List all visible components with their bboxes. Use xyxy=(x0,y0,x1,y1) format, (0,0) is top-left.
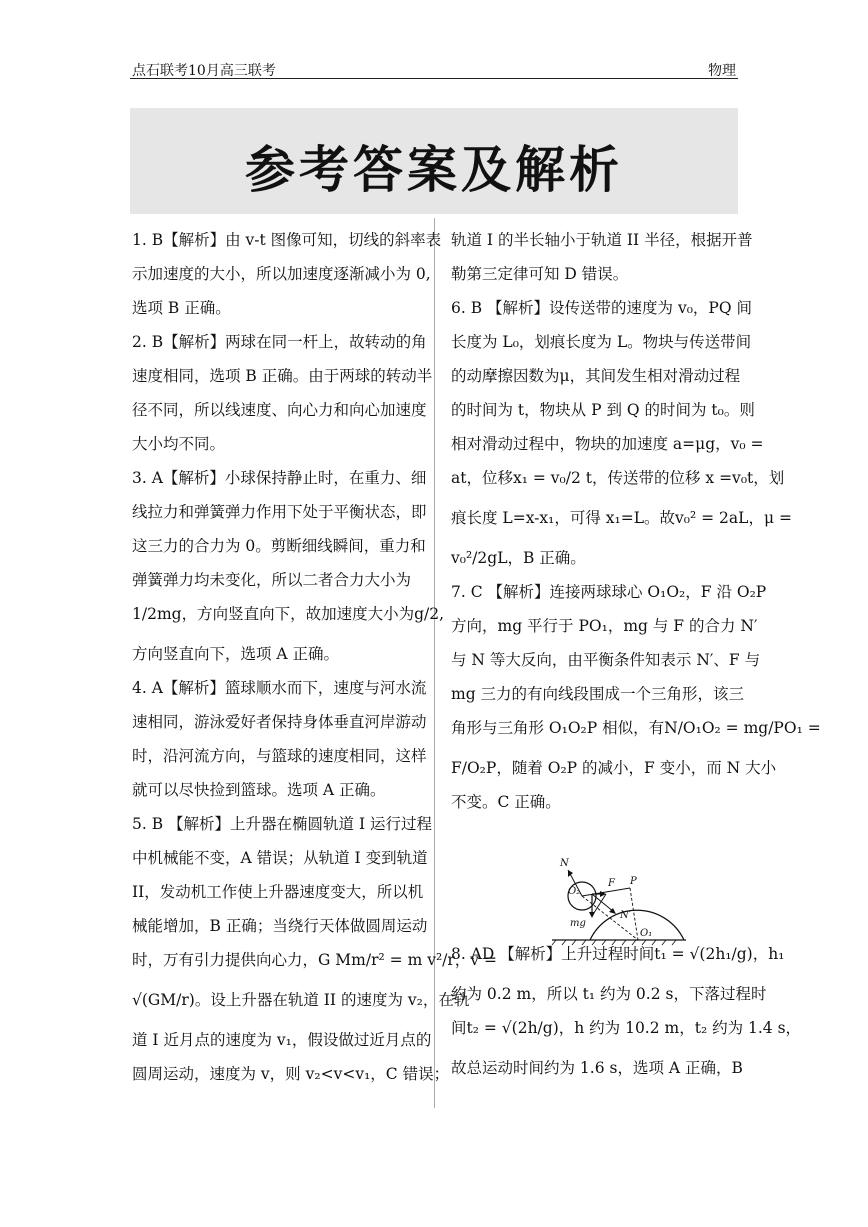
label-mg: mg xyxy=(570,918,586,929)
text-line: 角形与三角形 O₁O₂P 相似，有N/O₁O₂ = mg/PO₁ = xyxy=(451,719,821,737)
text-line: at，位移x₁ = v₀/2 t，传送带的位移 x =v₀t，划 xyxy=(451,469,785,487)
large-sphere-arc xyxy=(590,910,684,940)
text-line: 5. B 【解析】上升器在椭圆轨道 I 运行过程 xyxy=(132,815,433,833)
text-line: 间t₂ = √(2h/g)，h 约为 10.2 m，t₂ 约为 1.4 s， xyxy=(451,1019,802,1037)
text-line: 选项 B 正确。 xyxy=(132,299,231,317)
page-title: 参考答案及解析 xyxy=(245,141,623,199)
column-divider xyxy=(434,218,435,1108)
text-line: 道 I 近月点的速度为 v₁，假设做过近月点的 xyxy=(132,1031,432,1049)
text-line: 长度为 L₀，划痕长度为 L。物块与传送带间 xyxy=(451,333,752,351)
label-n: N xyxy=(560,858,569,869)
text-line: 1. B【解析】由 v-t 图像可知，切线的斜率表 xyxy=(132,231,442,249)
text-line: 弹簧弹力均未变化，所以二者合力大小为 xyxy=(132,571,412,589)
text-line: 时，沿河流方向，与篮球的速度相同，这样 xyxy=(132,747,427,765)
text-line: 的动摩擦因数为μ，其间发生相对滑动过程 xyxy=(451,367,741,385)
text-line: II，发动机工作使上升器速度变大，所以机 xyxy=(132,883,424,901)
right-column xyxy=(451,223,821,1085)
text-line: 这三力的合力为 0。剪断细线瞬间，重力和 xyxy=(132,537,426,555)
title-banner xyxy=(130,108,738,214)
text-line: v₀²/2gL，B 正确。 xyxy=(451,549,586,567)
text-line: 方向竖直向下，选项 A 正确。 xyxy=(132,645,340,663)
text-line: 中机械能不变，A 错误；从轨道 I 变到轨道 xyxy=(132,849,428,867)
text-line: 故总运动时间约为 1.6 s，选项 A 正确，B xyxy=(451,1059,743,1077)
force-diagram-figure xyxy=(548,854,688,946)
text-line: 约为 0.2 m，所以 t₁ 约为 0.2 s，下落过程时 xyxy=(451,985,767,1003)
text-line: 痕长度 L=x-x₁，可得 x₁=L。故v₀² = 2aL，μ = xyxy=(451,509,792,527)
text-line: 轨道 I 的半长轴小于轨道 II 半径，根据开普 xyxy=(451,231,753,249)
text-line: 的时间为 t，物块从 P 到 Q 的时间为 t₀。则 xyxy=(451,401,755,419)
text-line: 不变。C 正确。 xyxy=(451,793,561,811)
text-line: 6. B 【解析】设传送带的速度为 v₀，PQ 间 xyxy=(451,299,752,317)
text-line: 就可以尽快捡到篮球。选项 A 正确。 xyxy=(132,781,386,799)
label-o1: O₁ xyxy=(640,928,653,939)
text-line: 径不同，所以线速度、向心力和向心加速度 xyxy=(132,401,427,419)
header-subject: 物理 xyxy=(708,63,736,79)
text-line: 速度相同，选项 B 正确。由于两球的转动半 xyxy=(132,367,433,385)
text-line: mg 三力的有向线段围成一个三角形，该三 xyxy=(451,685,745,703)
text-line: 相对滑动过程中，物块的加速度 a=μg，v₀ = xyxy=(451,435,764,453)
text-line: 圆周运动，速度为 v，则 v₂<v<v₁，C 错误； xyxy=(132,1065,450,1083)
text-line: F/O₂P，随着 O₂P 的减小，F 变小，而 N 大小 xyxy=(451,759,777,777)
text-line: 示加速度的大小，所以加速度逐渐减小为 0, xyxy=(132,265,431,283)
label-n-prime: N′ xyxy=(620,910,632,921)
text-line: 2. B【解析】两球在同一杆上，故转动的角 xyxy=(132,333,427,351)
header-exam-title: 点石联考10月高三联考 xyxy=(132,63,276,79)
text-line: 大小均不同。 xyxy=(132,435,226,453)
text-line: 方向，mg 平行于 PO₁，mg 与 F 的合力 N′ xyxy=(451,617,758,635)
text-line: √(GM/r)。设上升器在轨道 II 的速度为 v₂，在轨 xyxy=(132,991,470,1009)
arrowhead-n xyxy=(568,870,573,877)
text-line: 线拉力和弹簧弹力作用下处于平衡状态，即 xyxy=(132,503,427,521)
left-column xyxy=(132,223,497,1091)
label-p: P xyxy=(630,876,637,887)
label-o2: O₂ xyxy=(568,886,581,897)
force-n-prime-arrow xyxy=(592,894,614,912)
text-line: 3. A【解析】小球保持静止时，在重力、细 xyxy=(132,469,427,487)
ground-hatching xyxy=(552,940,676,945)
line-p-o1 xyxy=(630,888,638,940)
text-line: 1/2mg，方向竖直向下，故加速度大小为g/2, xyxy=(132,605,444,623)
text-line: 械能增加，B 正确；当绕行天体做圆周运动 xyxy=(132,917,428,935)
text-line: 勒第三定律可知 D 错误。 xyxy=(451,265,629,283)
text-line: 时，万有引力提供向心力，G Mm/r² = m v²/r，v = xyxy=(132,951,497,969)
text-line: 7. C 【解析】连接两球球心 O₁O₂，F 沿 O₂P xyxy=(451,583,767,601)
text-line: 速相同，游泳爱好者保持身体垂直河岸游动 xyxy=(132,713,427,731)
header-divider xyxy=(130,78,738,79)
text-line: 与 N 等大反向，由平衡条件知表示 N′、F 与 xyxy=(451,651,761,669)
label-f: F xyxy=(608,878,615,889)
text-line: 4. A【解析】篮球顺水而下，速度与河水流 xyxy=(132,679,427,697)
text-line: 8. AD 【解析】上升过程时间t₁ = √(2h₁/g)，h₁ xyxy=(451,945,785,963)
